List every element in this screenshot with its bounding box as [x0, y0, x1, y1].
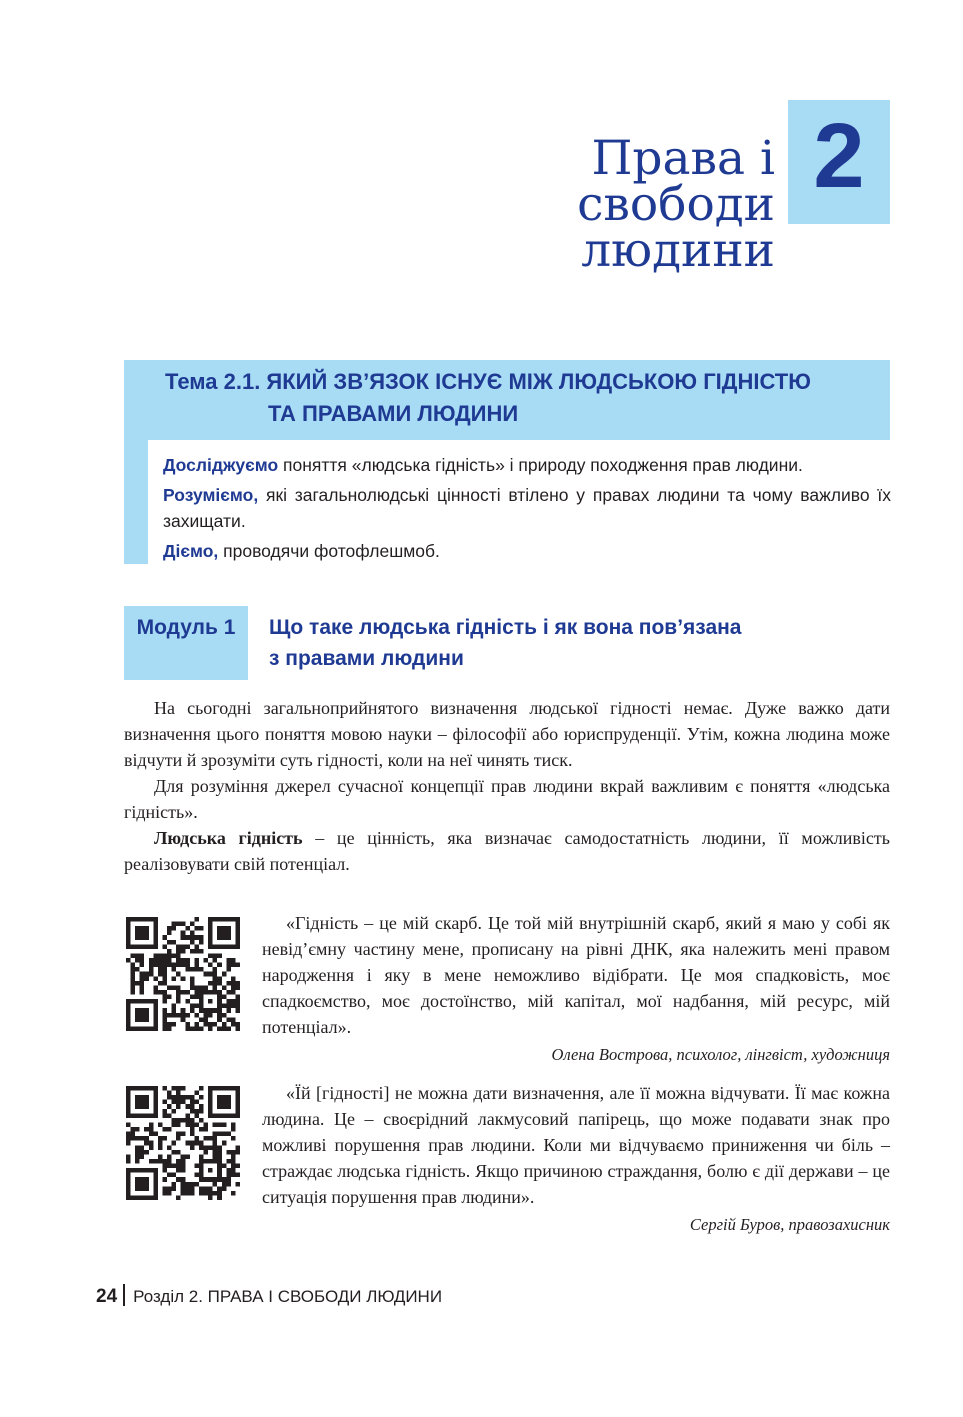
module-title-line2: з правами людини [269, 647, 464, 670]
topic-goals [163, 452, 891, 568]
footer-divider [123, 1284, 125, 1306]
goal-text: проводячи фотофлешмоб. [218, 541, 440, 561]
page-number: 24 [96, 1286, 118, 1307]
definition-text: – це цінність, яка визначає самодостатність людини, її можливість реалізовувати свій потенціал. [124, 828, 890, 874]
paragraph-definition [124, 825, 890, 877]
qr-code-graphic-1 [126, 917, 240, 1031]
goal-key: Діємо, [163, 541, 219, 561]
chapter-title-line2: людини [581, 223, 775, 278]
page-footer [96, 1284, 696, 1310]
module-label: Модуль 1 [136, 616, 236, 639]
goal-key: Розуміємо, [163, 485, 259, 505]
module-title-line1: Що таке людська гідність і як вона пов’язана [269, 616, 742, 639]
goal-understand [163, 482, 891, 534]
quote-author: Олена Вострова, психолог, лінгвіст, художниця [551, 1045, 890, 1064]
goal-text: поняття «людська гідність» і природу походження прав людини. [278, 455, 803, 475]
topic-title-line2: ТА ПРАВАМИ ЛЮДИНИ [268, 401, 519, 426]
topic-side-bar [124, 440, 148, 564]
topic-title-line1: Тема 2.1. ЯКИЙ ЗВ’ЯЗОК ІСНУЄ МІЖ ЛЮДСЬКОЮ ГІДНІСТЮ [165, 369, 811, 394]
goal-act [163, 538, 891, 564]
module-title [269, 612, 829, 674]
defined-term: Людська гідність [154, 828, 303, 848]
paragraph: На сьогодні загальноприйнятого визначення людської гідності немає. Дуже важко дати визначення цього поняття мовою науки – філософії або юриспруденції. Утім, кожна людина може відчути й зрозуміти суть гідності, коли на неї чинять тиск. [124, 698, 890, 770]
qr-code-icon[interactable] [126, 1086, 240, 1200]
body-text [124, 695, 890, 877]
goal-explore [163, 452, 891, 478]
paragraph: Для розуміння джерел сучасної концепції прав людини вкрай важливим є поняття «людська гідність». [124, 776, 890, 822]
quote-text: «Гідність – це мій скарб. Це той мій внутрішній скарб, який я маю у собі як невід’ємну частину мене, прописану на рівні ДНК, яка належить мені правом народження і яку в мене неможливо відібрати. Це моя спадковість, моє спадкоємство, моє достоїнство, мій капітал, мої надбання, мій ресурс, мій потенціал». [262, 913, 890, 1037]
topic-title [165, 366, 885, 430]
qr-code-graphic-2 [126, 1086, 240, 1200]
chapter-number-box [788, 100, 890, 224]
chapter-number: 2 [813, 105, 865, 207]
goal-text: які загальнолюдські цінності втілено у правах людини та чому важливо їх захищати. [163, 485, 891, 531]
quote-author: Сергій Буров, правозахисник [689, 1215, 890, 1234]
quote-text: «Їй [гідності] не можна дати визначення, але її можна відчувати. Її має кожна людина. Це – своєрідний лакмусовий папірець, що може подавати знак про можливі порушення прав людини. Коли ми відчуваємо приниження чи біль – страждає людська гідність. Якщо причиною страждання, болю є дії держави – це ситуація порушення прав людини». [262, 1083, 890, 1207]
quote-block-2 [262, 1080, 890, 1238]
qr-code-icon[interactable] [126, 917, 240, 1031]
goal-key: Досліджуємо [163, 455, 279, 475]
quote-block-1 [262, 910, 890, 1068]
chapter-title-line1: Права і свободи [577, 131, 775, 232]
chapter-title [380, 131, 775, 278]
section-title: Розділ 2. ПРАВА І СВОБОДИ ЛЮДИНИ [133, 1287, 443, 1306]
